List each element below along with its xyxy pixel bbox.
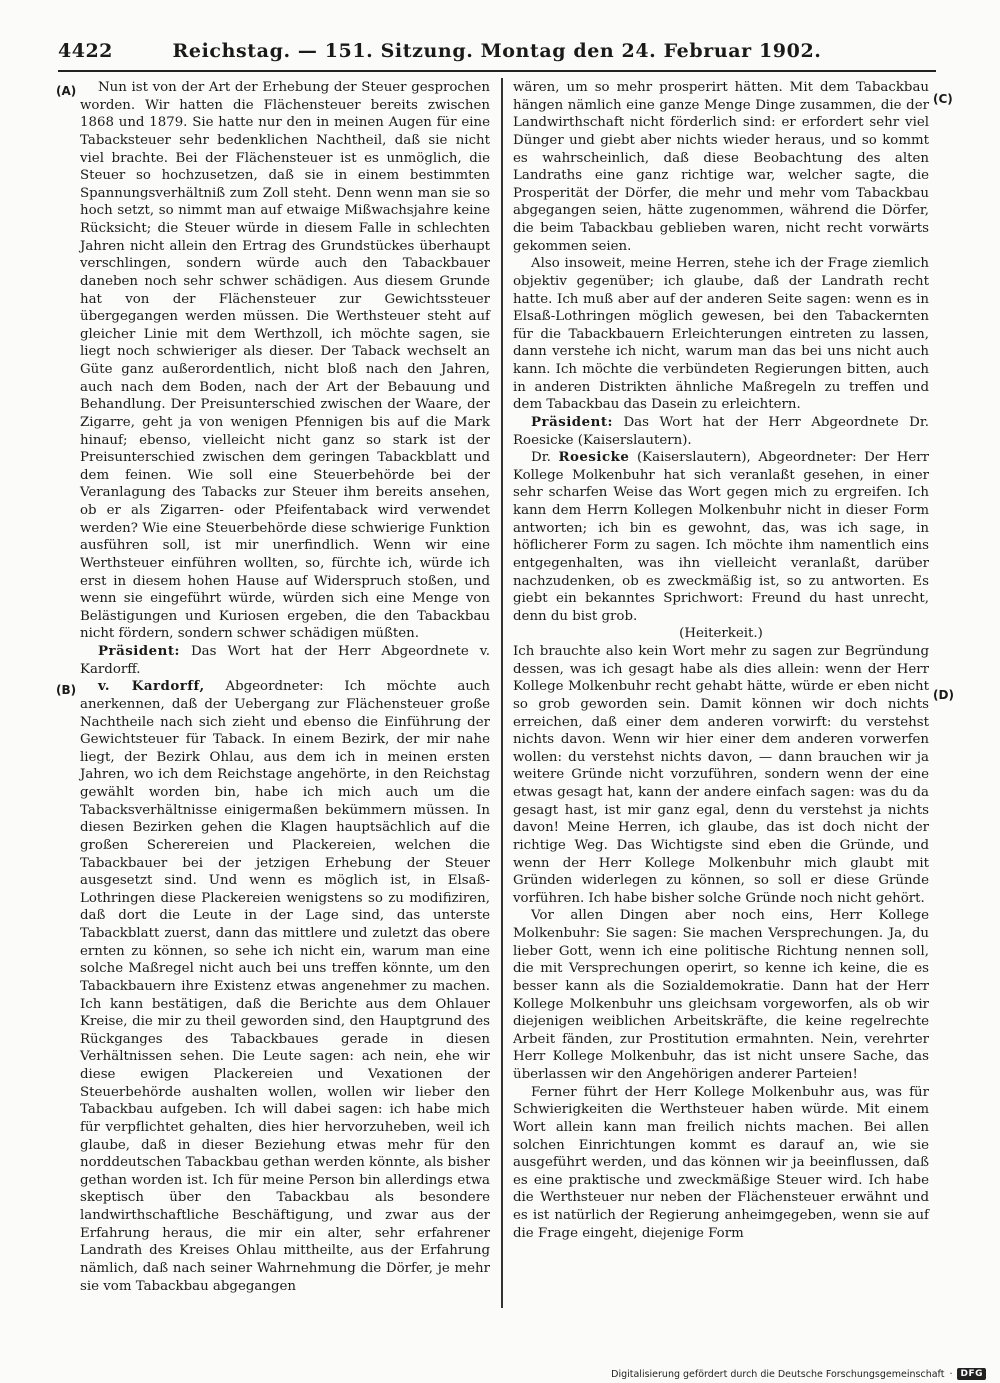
- paragraph: Ich brauchte also kein Wort mehr zu sagen zur Begründung dessen, was ich gesagt habe als dies allein: wenn der Herr Kollege Molkenbuhr recht gehabt hätte, würde er eben nicht so grob geworden sein. Damit können wir doch nichts erreichen, daß einer dem anderen vorwirft: du verstehst nichts davon. Wenn wir hier einer dem anderen vorwerfen wollen: du verstehst nichts davon, — dann brauchen wir ja weitere Gründe nicht vorzuführen, sondern wenn der eine etwas gesagt hat, kann der andere einfach sagen: was du da gesagt hast, ist mir ganz egal, denn du verstehst ja nichts davon! Meine Herren, ich glaube, das ist doch nicht der richtige Weg. Das Wichtigste sind eben die Gründe, und wenn der Herr Kollege Molkenbuhr mich glaubt mit Gründen widerlegen zu können, so soll er diese Gründe vorführen. Ich habe bisher solche Gründe noch nicht gehört.: [513, 644, 929, 906]
- speaker-name: Präsident:: [98, 643, 180, 659]
- paragraph-text: Das Wort hat der Herr Abgeordnete v. Kardorff.: [80, 644, 490, 677]
- speaker-name: Roesicke: [558, 449, 630, 466]
- speaker-name: v. Kardorff,: [98, 678, 205, 695]
- paragraph-text: Das Wort hat der Herr Abgeordnete Dr. Roesicke (Kaiserslautern).: [513, 414, 929, 448]
- paragraph-text: Abgeordneter: Ich möchte auch anerkennen, daß der Uebergang zur Flächensteuer große Nachtheile nach sich zieht und ebenso die Einführung der Gewichtsteuer für Taback. In einem Bezirk, der mir nahe liegt, der Bezirk Ohlau, aus dem ich in meinen ersten Jahren, wo ich dem Reichstage angehörte, in den Reichstag gewählt worden bin, habe ich mich auch um die Tabacksverhältnisse einigermaßen bekümmern müssen. In diesen Bezirken gehen die Klagen hauptsächlich auf die großen Scherereien und Plackereien, welchen die Tabackbauer bei der jetzigen Erhebung der Steuer ausgesetzt sind. Und wenn es möglich ist, in Elsaß-Lothringen diese Plackereien wenigstens so zu modifiziren, daß dort die Leute in der Lage sind, das unterste Tabackblatt zuerst, dann das mittlere und zuletzt das obere ernten zu können, so sehe ich nicht ein, warum man eine solche Maßregel nicht auch bei uns treffen könnte, um den Tabackbauern ihre Existenz etwas angenehmer zu machen. Ich kann bestätigen, daß die Berichte aus dem Ohlauer Kreise, die mir zu theil geworden sind, den Hauptgrund des Rückganges des Tabackbaues gerade in diesen Verhältnissen sehen. Die Leute sagen: ach nein, ehe wir diese ewigen Plackereien und Vexationen der Steuerbehörde aushalten wollen, wollen wir lieber den Tabackbau aufgeben. Ich will dabei sagen: ich habe mich für verpflichtet gehalten, dies hier hervorzuheben, weil ich glaube, daß in dieser Beziehung etwas mehr für den norddeutschen Tabackbau gethan werden könnte, als bisher gethan worden ist. Ich für meine Person bin allerdings etwa skeptisch über den Tabackbau als besondere landwirthschaftliche Beschäftigung, und zwar aus der Erfahrung heraus, die mir ein alter, sehr erfahrener Landrath des Kreises Ohlau mittheilte, aus der Erfahrung nämlich, daß nach seiner Wahrnehmung die Dörfer, je mehr sie vom Tabackbau abgegangen: [80, 679, 490, 1294]
- speaker-title: Dr.: [531, 450, 559, 466]
- footer-text: Digitalisierung gefördert durch die Deutsche Forschungsgemeinschaft: [611, 1368, 945, 1380]
- page-header: [58, 38, 936, 68]
- column-divider: [501, 78, 503, 1308]
- footer-credit: [611, 1368, 986, 1380]
- page-number: 4422: [58, 40, 113, 62]
- paragraph: Ferner führt der Herr Kollege Molkenbuhr aus, was für Schwierigkeiten die Werthsteuer haben würde. Mit einem Wort allein kann man freilich nichts machen. Bei allen solchen Einrichtungen kommt es darauf an, wie sie ausgeführt werden, und das können wir ja beeinflussen, daß es eine praktische und zweckmäßige Steuer wird. Ich habe die Werthsteuer nur neben der Flächensteuer erwähnt und es ist natürlich der Regierung anheimgegeben, wenn sie auf die Frage eingeht, diejenige Form: [513, 1084, 929, 1241]
- paragraph: Nun ist von der Art der Erhebung der Steuer gesprochen worden. Wir hatten die Flächensteuer bereits zwischen 1868 und 1879. Sie hatte nur den in meinen Augen für eine Tabacksteuer sehr bedenklichen Nachtheil, daß sie nicht viel brachte. Bei der Flächensteuer ist es unmöglich, die Steuer so hochzusetzen, daß sie in einem bestimmten Spannungsverhältniß zum Zoll steht. Denn wenn man sie so hoch setzt, so nimmt man auf etwaige Mißwachsjahre keine Rücksicht; die Steuer würde in diesem Falle in schlechten Jahren nicht allein den Ertrag des Grundstückes überhaupt verschlingen, sondern würde auch den Tabackbauer daneben noch sehr schwer schädigen. Aus diesem Grunde hat von der Flächensteuer zur Gewichtssteuer übergegangen werden müssen. Die Werthsteuer steht auf gleicher Linie mit dem Werthzoll, ich möchte sagen, sie liegt noch schwieriger als dieser. Der Taback wechselt an Güte ganz außerordentlich, nicht bloß nach den Jahren, auch nach dem Boden, nach der Art der Bebauung und Behandlung. Der Preisunterschied zwischen der Waare, der Zigarre, geht ja von wenigen Pfennigen bis auf die Mark hinauf; ebenso, vielleicht nicht ganz so stark ist der Preisunterschied zwischen dem geringen Tabackblatt und dem feinen. Wie soll eine Steuerbehörde bei der Veranlagung des Tabacks zur Steuer ihm bereits ansehen, ob er als Zigarren- oder Pfeifentaback wird verwendet werden? Wie eine Steuerbehörde diese schwierige Funktion ausführen soll, ist mir unerfindlich. Wenn wir eine Werthsteuer einführen wollten, so, fürchte ich, würde ich erst in diesem hohen Hause auf Widerspruch stoßen, und wenn sie eingeführt würde, würden sich eine Menge von Belästigungen und Kuriosen ergeben, die den Tabackbau nicht fördern, sondern schwer schädigen müßten.: [80, 80, 490, 642]
- running-title: Reichstag. — 151. Sitzung. Montag den 24. Februar 1902.: [172, 40, 822, 62]
- paragraph: Also insoweit, meine Herren, stehe ich der Frage ziemlich objektiv gegenüber; ich glaube, daß der Landrath recht hatte. Ich muß aber auf der anderen Seite sagen: wenn es in Elsaß-Lothringen möglich gewesen, bei den Tabackernten für die Tabackbauern Erleichterungen eintreten zu lassen, dann verstehe ich nicht, warum man das bei uns nicht auch kann. Ich möchte die verbündeten Regierungen bitten, auch in anderen Distrikten ähnliche Maßregeln zu treffen und dem Tabackbau das Dasein zu erleichtern.: [513, 256, 929, 413]
- speaker-name: Präsident:: [531, 413, 613, 430]
- paragraph: Vor allen Dingen aber noch eins, Herr Kollege Molkenbuhr: Sie sagen: Sie machen Versprechungen. Ja, du lieber Gott, wenn ich eine politische Richtung nennen soll, die mit Versprechungen operirt, so kenne ich keine, die es besser kann als die Sozialdemokratie. Dann hat der Herr Kollege Molkenbuhr uns gleichsam vorgeworfen, als ob wir diejenigen weiblichen Arbeitskräfte, die keine regelrechte Arbeit fänden, zur Prostitution ermahnten. Nein, verehrter Herr Kollege Molkenbuhr, das ist nicht unsere Sache, das überlassen wir den Angehörigen anderer Parteien!: [513, 908, 929, 1082]
- paragraph: [513, 449, 929, 625]
- interjection: (Heiterkeit.): [679, 626, 763, 642]
- footer-separator: ·: [949, 1368, 953, 1380]
- margin-marker-a: (A): [56, 84, 77, 98]
- header-rule: [58, 70, 936, 72]
- paragraph: [80, 678, 490, 1295]
- dfg-logo: DFG: [957, 1368, 986, 1380]
- paragraph: wären, um so mehr prosperirt hätten. Mit dem Tabackbau hängen nämlich eine ganze Menge Dinge zusammen, die der Landwirthschaft nicht förderlich sind: er erfordert sehr viel Dünger und giebt aber nichts wieder heraus, und so kommt es wahrscheinlich, daß diese Beobachtung des alten Landraths eine ganz richtige war, welcher sagte, die Prosperität der Dörfer, die mehr und mehr vom Tabackbau abgegangen seien, hätte zugenommen, während die Dörfer, die beim Tabackbau geblieben waren, nicht recht vorwärts gekommen seien.: [513, 80, 929, 254]
- margin-marker-c: (C): [933, 92, 953, 106]
- margin-marker-d: (D): [933, 688, 954, 702]
- paragraph: [513, 414, 929, 449]
- margin-marker-b: (B): [56, 683, 77, 697]
- paragraph-text: (Kaiserslautern), Abgeordneter: Der Herr Kollege Molkenbuhr hat sich veranlaßt gesehen, in einer sehr scharfen Weise das Wort gegen mich zu ergreifen. Ich kann dem Herrn Kollegen Molkenbuhr nicht in dieser Form antworten; ich bin es gewohnt, das, was ich sage, in höflicherer Form zu sagen. Ich möchte ihm namentlich eins entgegenhalten, was ihn vielleicht veranlaßt, darüber nachzudenken, ob es zweckmäßig ist, so zu antworten. Es giebt ein bekanntes Sprichwort: Freund du hast unrecht, denn du bist grob.: [513, 450, 930, 624]
- right-column: [513, 79, 929, 1242]
- left-column: [80, 79, 490, 1295]
- paragraph: [80, 643, 490, 678]
